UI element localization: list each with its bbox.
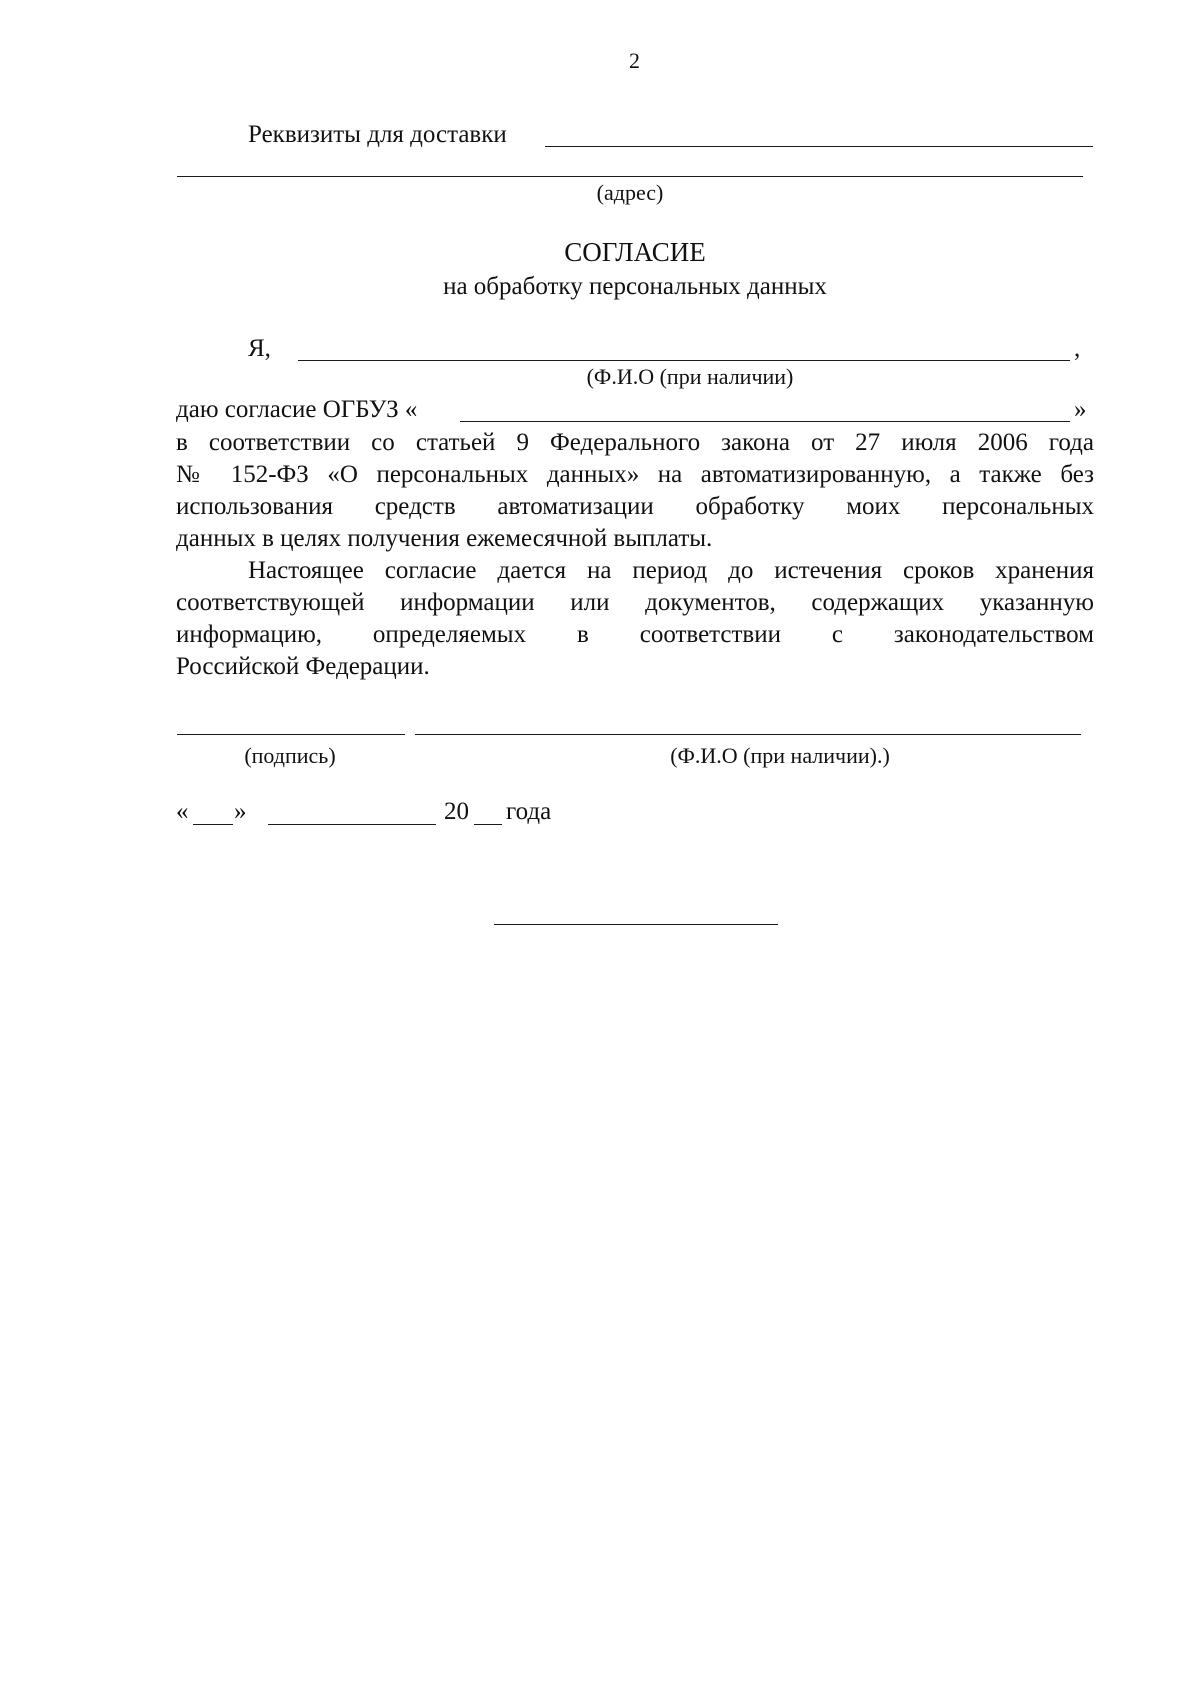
signature-name-caption: (Ф.И.О (при наличии).) (670, 743, 890, 768)
date-open-quote: « (176, 798, 189, 825)
consent-line-1: в соответствии со статьей 9 Федерального закона от 27 июля 2006 года (176, 429, 1094, 456)
delivery-label: Реквизиты для доставки (248, 121, 507, 148)
delivery-address-field-line2[interactable] (177, 176, 1083, 177)
document-subtitle: на обработку персональных данных (443, 273, 827, 300)
consent-line-4: данных в целях получения ежемесячной выплаты. (176, 525, 713, 552)
applicant-name-field[interactable] (298, 360, 1070, 361)
date-month-field[interactable] (268, 824, 436, 825)
period-line-2: соответствующей информации или документов, содержащих указанную (176, 589, 1094, 616)
document-title: СОГЛАСИЕ (564, 237, 706, 267)
date-year-field[interactable] (474, 824, 502, 825)
applicant-suffix: , (1074, 335, 1081, 362)
period-line-3: информацию, определяемых в соответствии с законодательством (176, 621, 1094, 648)
consent-lead: даю согласие ОГБУЗ « (176, 396, 418, 423)
consent-close-quote: » (1074, 396, 1087, 423)
consent-line-3: использования средств автоматизации обработку моих персональных (176, 493, 1094, 520)
date-century: 20 (444, 798, 469, 825)
signature-name-field[interactable] (415, 734, 1081, 735)
period-line-1: Настоящее согласие дается на период до истечения сроков хранения (248, 557, 1094, 584)
signature-field[interactable] (177, 734, 405, 735)
consent-line-2: № 152-ФЗ «О персональных данных» на автоматизированную, а также без (176, 461, 1094, 488)
organization-name-field[interactable] (460, 421, 1070, 422)
delivery-address-field[interactable] (545, 146, 1093, 147)
period-line-4: Российской Федерации. (176, 653, 430, 680)
date-day-field[interactable] (193, 824, 233, 825)
applicant-caption: (Ф.И.О (при наличии) (586, 364, 794, 389)
page-number: 2 (629, 48, 640, 73)
delivery-caption: (адрес) (596, 180, 664, 205)
date-close-quote: » (234, 798, 247, 825)
closing-divider (494, 924, 778, 925)
signature-caption: (подпись) (244, 743, 336, 768)
applicant-prefix: Я, (248, 335, 271, 362)
date-year-word: года (506, 798, 552, 825)
